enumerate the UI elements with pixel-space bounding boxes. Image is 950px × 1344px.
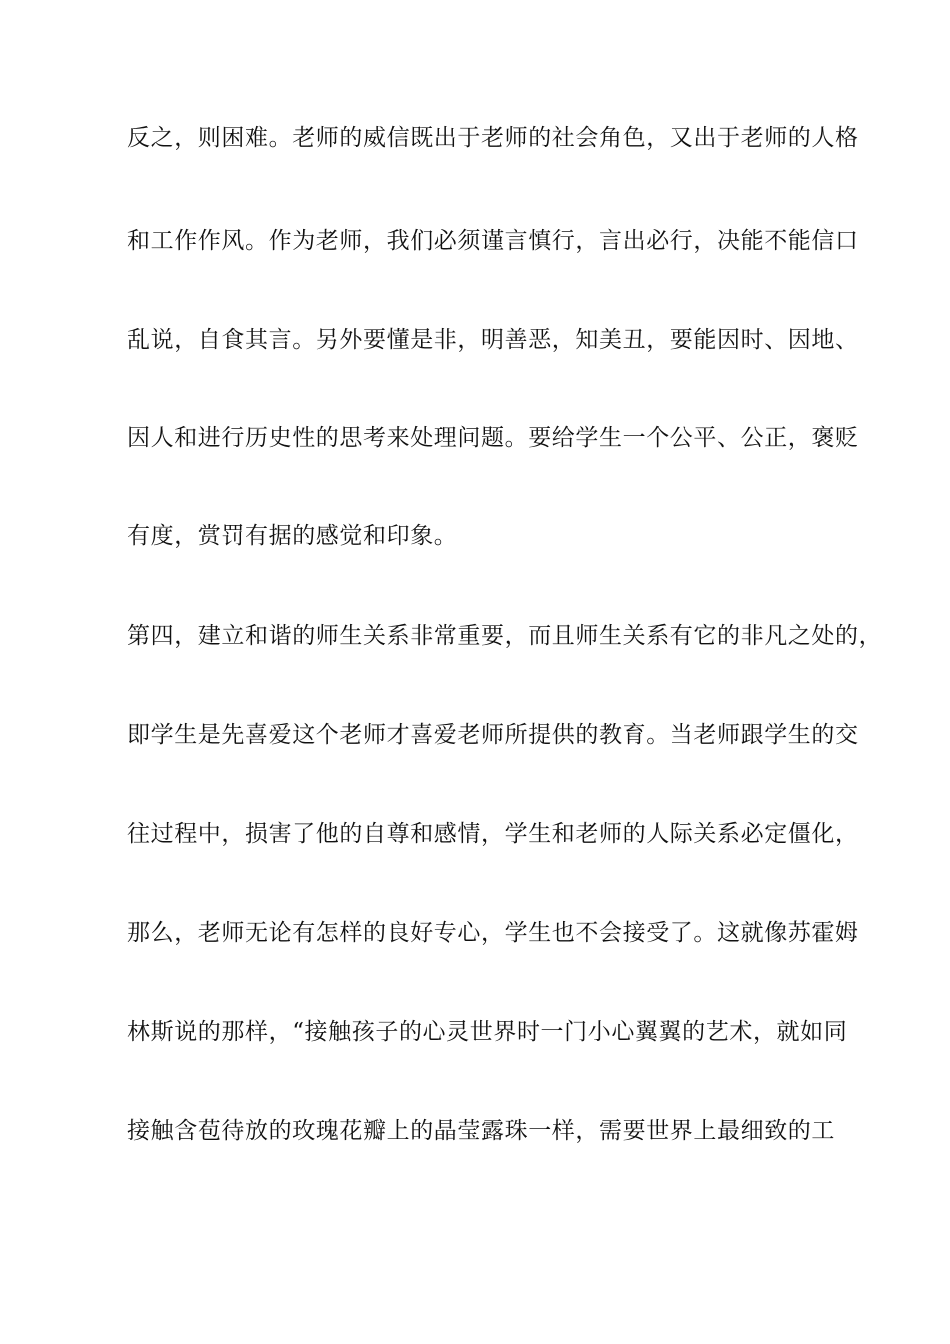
text-line: 乱说，自食其言。另外要懂是非，明善恶，知美丑，要能因时、因地、 (127, 327, 859, 353)
text-line: 接触含苞待放的玫瑰花瓣上的晶莹露珠一样，需要世界上最细致的工 (127, 1118, 835, 1144)
text-line: 因人和进行历史性的思考来处理问题。要给学生一个公平、公正，褒贬 (127, 425, 859, 451)
text-line: 即学生是先喜爱这个老师才喜爱老师所提供的教育。当老师跟学生的交 (127, 722, 859, 748)
text-line: 有度，赏罚有据的感觉和印象。 (127, 523, 458, 549)
text-line: 往过程中，损害了他的自尊和感情，学生和老师的人际关系必定僵化， (127, 821, 859, 847)
text-line: 和工作作风。作为老师，我们必须谨言慎行，言出必行，决能不能信口 (127, 228, 859, 254)
text-line: 反之，则困难。老师的威信既出于老师的社会角色，又出于老师的人格 (127, 125, 859, 151)
text-line: 那么，老师无论有怎样的良好专心，学生也不会接受了。这就像苏霍姆 (127, 920, 859, 946)
text-line: 林斯说的那样，“接触孩子的心灵世界时一门小心翼翼的艺术，就如同 (127, 1019, 848, 1045)
text-line: 第四，建立和谐的师生关系非常重要，而且师生关系有它的非凡之处的， (127, 623, 883, 649)
